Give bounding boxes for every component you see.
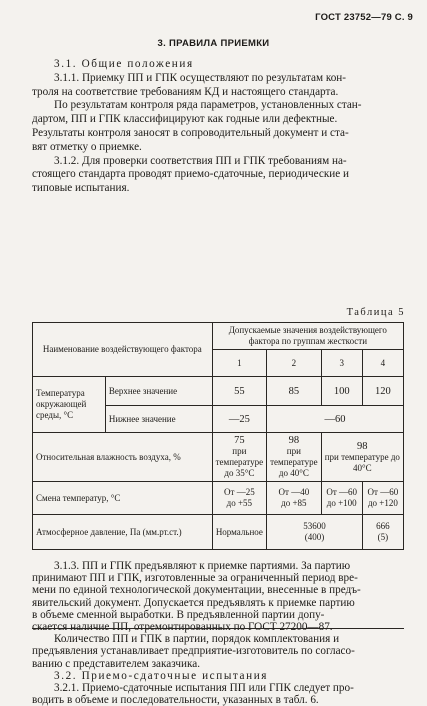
range-from: От —40: [278, 487, 310, 497]
subsection-heading: 3.2. Приемо-сдаточные испытания: [54, 669, 269, 682]
paragraph-line: стоящего стандарта проводят приемо-сдаточные, периодические и: [32, 168, 350, 181]
table-group-number: 2: [267, 350, 322, 377]
table-row-label: Смена температур, °С: [33, 482, 213, 515]
paragraph-line: Количество ПП и ГПК в партии, порядок комплектования и: [54, 633, 340, 646]
paragraph-line: По результатам контроля ряда параметров, установленных стан-: [54, 99, 362, 112]
subsection-heading: 3.1. Общие положения: [54, 58, 194, 70]
table-cell: [267, 482, 322, 515]
paragraph-line: ванию с представителем заказчика.: [32, 657, 201, 670]
table-cell: 55: [212, 377, 267, 406]
range-from: От —60: [326, 487, 358, 497]
range-to: до +120: [367, 498, 398, 508]
paragraph-line: водить в объеме и последовательности, указанных в табл. 6.: [32, 694, 319, 706]
pressure-value: 53600: [303, 521, 326, 531]
table-cell: [212, 433, 267, 482]
table-cell: [362, 482, 403, 515]
table-cell: [267, 433, 322, 482]
humidity-value: 75: [234, 435, 245, 446]
footer-rule: [32, 628, 404, 629]
paragraph-line: принимают ПП и ГПК, изготовленные за ограниченный период вре-: [32, 572, 358, 585]
paragraph-line: 3.1.3. ПП и ГПК предъявляют к приемке партиями. За партию: [54, 560, 351, 572]
subsection-3-1: [32, 58, 404, 196]
requirements-table: [32, 322, 404, 550]
humidity-note: при температуре до 40°С: [324, 451, 400, 473]
pressure-value: 666: [376, 521, 390, 531]
paragraph-line: предъявления устанавливает предприятие-изготовитель по согласо-: [32, 645, 355, 658]
paragraph-line: Результаты контроля заносят в сопроводительный документ и ста-: [32, 126, 349, 139]
range-from: От —60: [367, 487, 399, 497]
range-to: до +85: [281, 498, 307, 508]
table-cell: 120: [362, 377, 403, 406]
range-to: до +55: [226, 498, 253, 508]
humidity-note: при температуре до 40°С: [270, 446, 318, 478]
table-group-number: 3: [321, 350, 362, 377]
pressure-mmhg: (400): [304, 532, 325, 542]
table-cell: 100: [321, 377, 362, 406]
table-cell: [321, 433, 403, 482]
table-group-number: 1: [212, 350, 267, 377]
humidity-value: 98: [357, 440, 368, 452]
humidity-value: 98: [288, 435, 300, 446]
table-row-label: Относительная влажность воздуха, %: [33, 433, 213, 482]
range-to: до +100: [326, 498, 357, 508]
table-sub-label: Нижнее значение: [105, 406, 212, 433]
table-cell: [212, 482, 267, 515]
table-row-label: Температура окружающей среды, °С: [33, 377, 106, 433]
page-header: ГОСТ 23752—79 С. 9: [315, 12, 413, 23]
paragraph-line: троля на соответствие требованиям КД и настоящего стандарта.: [32, 85, 339, 98]
paragraph-line: явительский документ. Допускается предъявлять к приемке партию: [32, 596, 355, 609]
paragraph-line: дартом, ПП и ГПК классифицируют как годные или дефектные.: [32, 113, 338, 126]
table-header-groups: Допускаемые значения воздействующего фактора по группам жесткости: [212, 323, 403, 350]
paragraph-line: мени по единой технологической документации, внесенные в предъ-: [32, 584, 361, 597]
table-cell: [321, 482, 362, 515]
table-cell: Нормальное: [212, 515, 267, 550]
table-group-number: 4: [362, 350, 403, 377]
paragraph-line: вят отметку о приемке.: [32, 140, 142, 153]
table-sub-label: Верхнее значение: [105, 377, 212, 406]
table-cell: [362, 515, 403, 550]
table-cell: [267, 515, 363, 550]
paragraph-line: 3.1.1. Приемку ПП и ГПК осуществляют по результатам кон-: [54, 71, 347, 84]
paragraph-line: 3.2.1. Приемо-сдаточные испытания ПП или ГПК следует про-: [54, 682, 354, 695]
paragraph-line: 3.1.2. Для проверки соответствия ПП и ГПК требованиям на-: [54, 154, 347, 167]
table-cell: —60: [267, 406, 404, 433]
subsection-3-1-3: [32, 560, 404, 706]
paragraph-line: в объеме сменной выработки. В предъявленной партии допу-: [32, 608, 325, 621]
table-caption: Таблица 5: [346, 307, 405, 318]
table-cell: 85: [267, 377, 322, 406]
table-cell: —25: [212, 406, 267, 433]
humidity-note: при температуре до 35°С: [215, 446, 264, 478]
table-row-label: Атмосферное давление, Па (мм.рт.ст.): [33, 515, 213, 550]
pressure-mmhg: (5): [377, 532, 389, 542]
section-title: 3. ПРАВИЛА ПРИЕМКИ: [157, 38, 270, 49]
paragraph-line: типовые испытания.: [32, 182, 130, 195]
range-from: От —25: [224, 487, 255, 497]
table-header-factor: Наименование воздействующего фактора: [33, 323, 213, 377]
paragraph-line: скается наличие ПП, отремонтированных по ГОСТ 27200—87.: [32, 621, 333, 634]
